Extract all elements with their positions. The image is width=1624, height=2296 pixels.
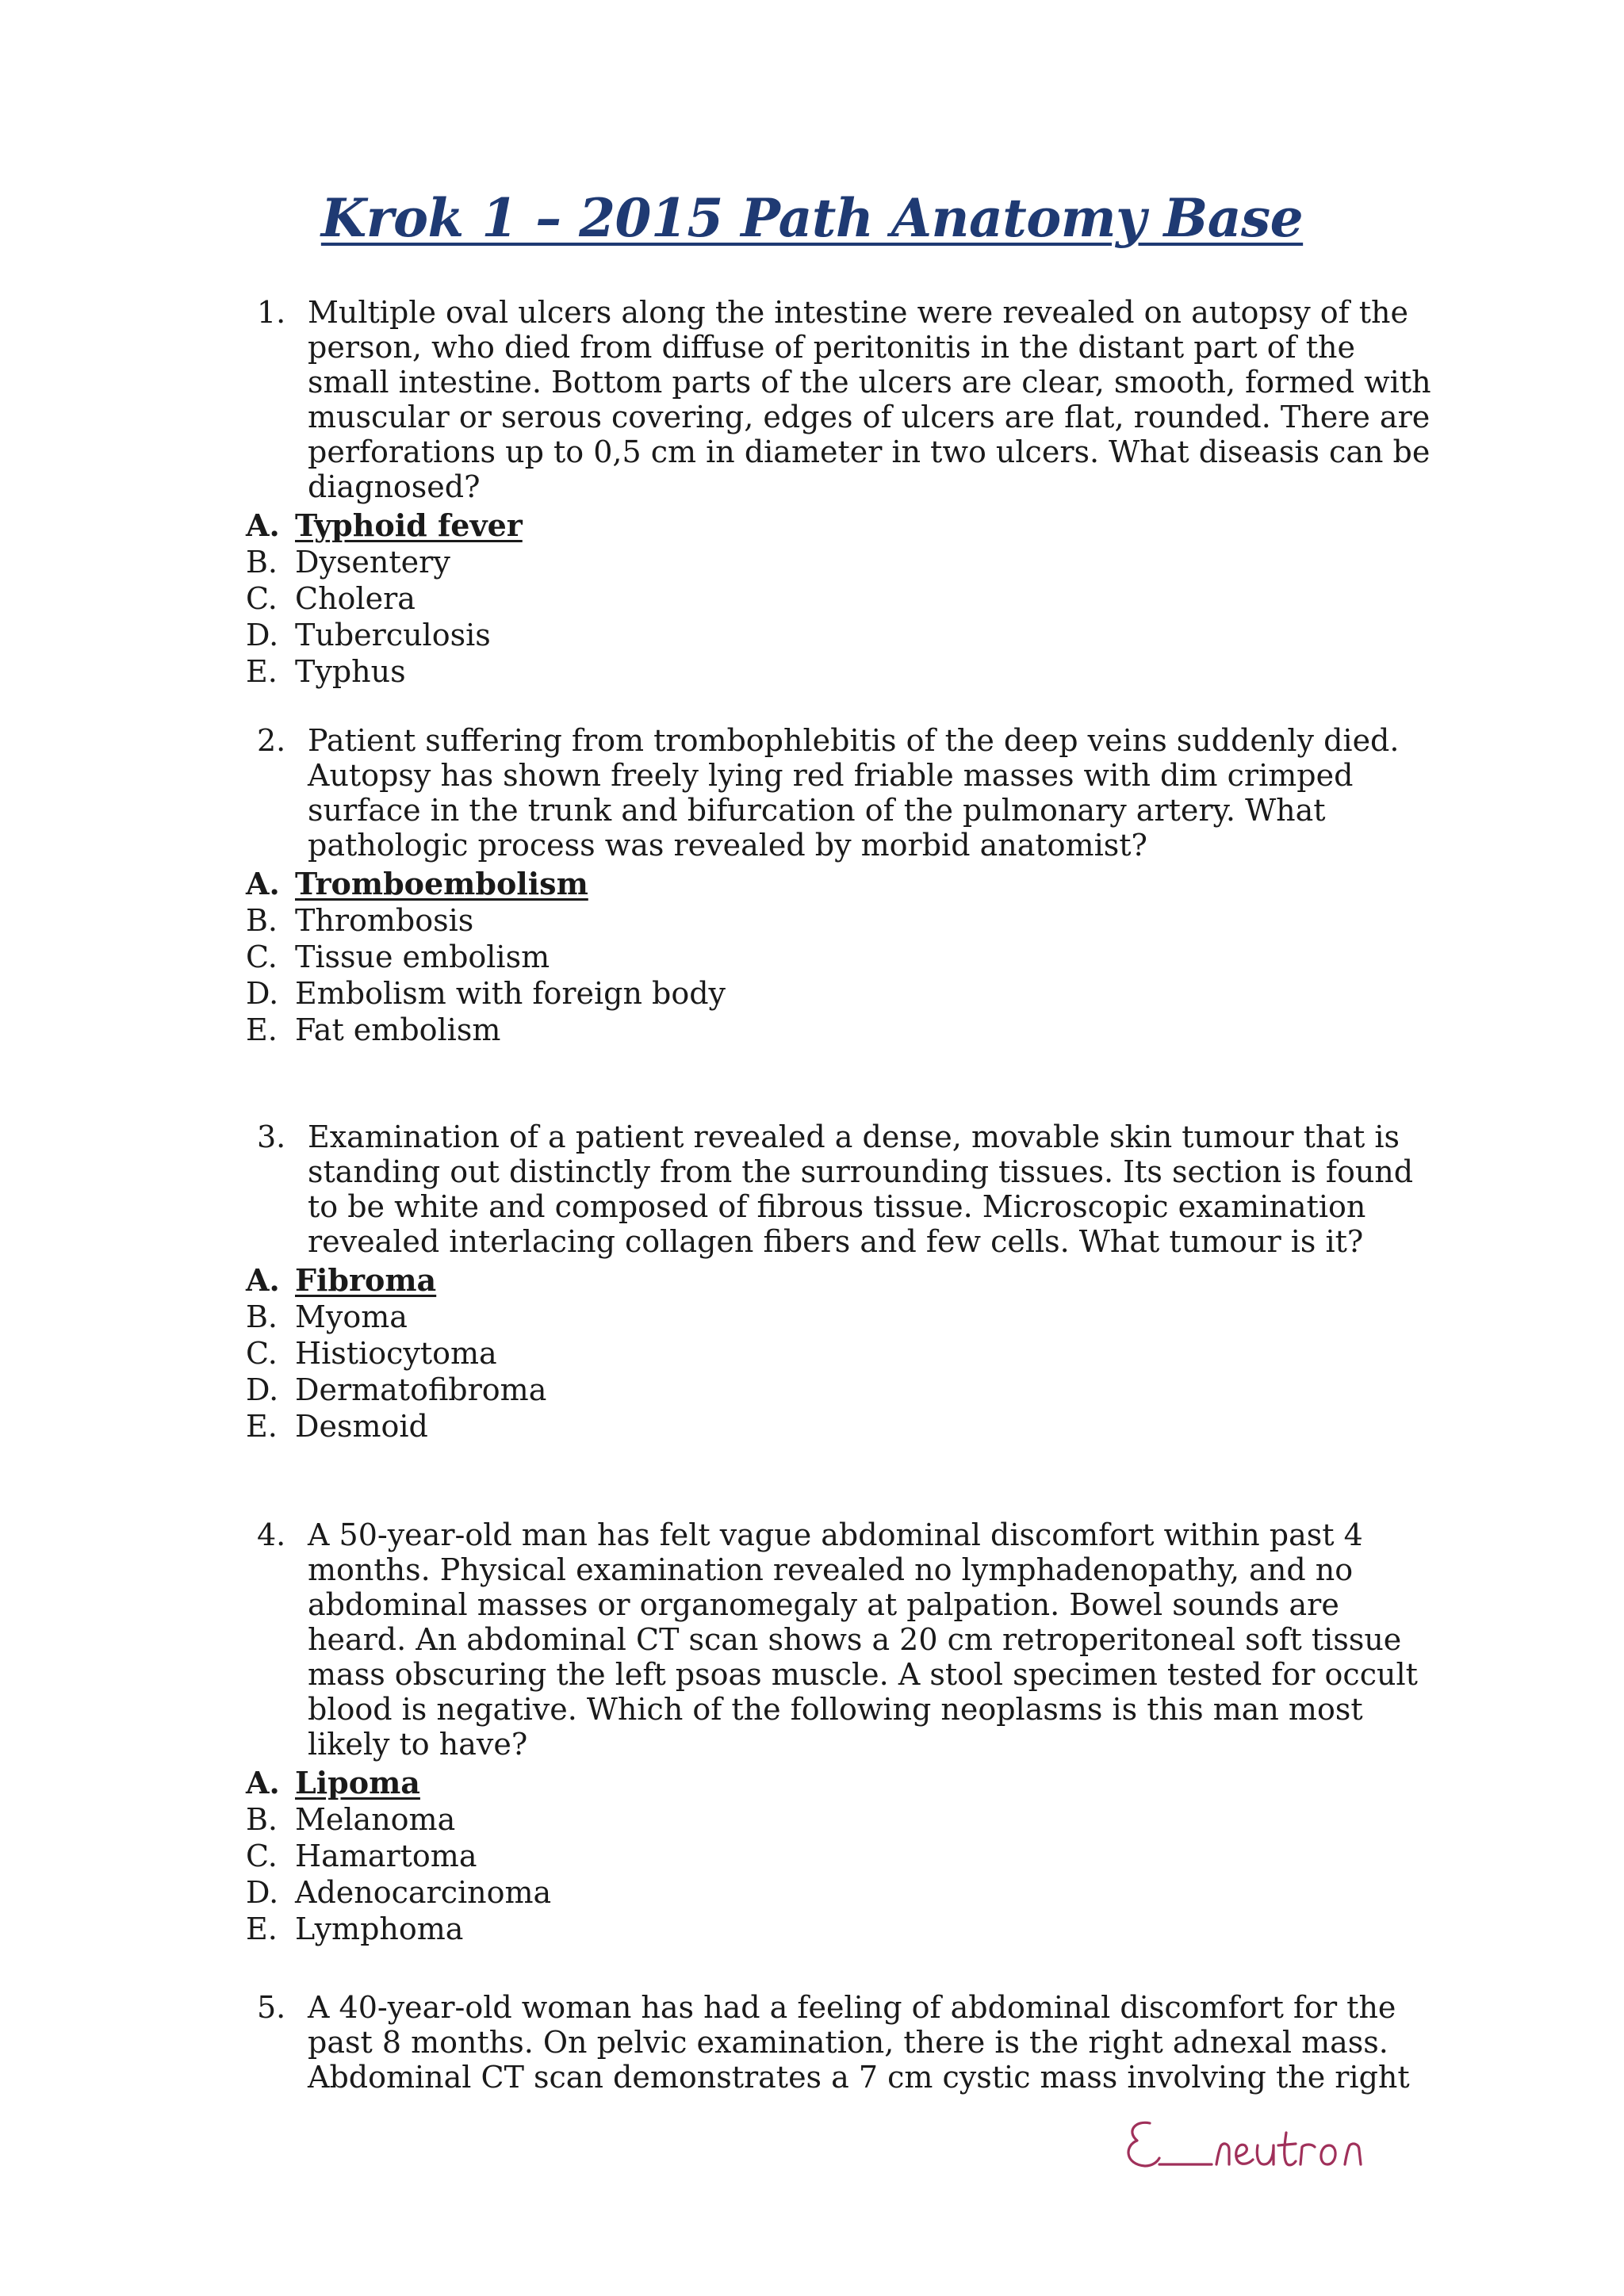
option-d [246,1372,1435,1408]
option-c [246,1335,1435,1372]
question-number: 2. [257,723,286,758]
question-text: Patient suffering from trombophlebitis of the deep veins suddenly died. Autopsy has shown freely lying red friable masses with dim crimped surface in the trunk and bifurcation of the pulmonary artery. What pathologic process was revealed by morbid anatomist? [308,723,1400,863]
question-3 [246,1119,1435,1445]
answer-options [246,507,1435,690]
option-e [246,1012,1435,1048]
option-d [246,617,1435,653]
option-letter: A. [246,507,280,543]
option-letter: E. [246,1012,278,1047]
option-text: Thrombosis [295,903,474,938]
option-text: Typhus [295,654,406,689]
option-letter: B. [246,545,278,580]
question-stem [246,723,1435,863]
option-a-correct [246,866,1435,902]
option-text: Fat embolism [295,1012,501,1047]
option-a-correct [246,1262,1435,1299]
option-letter: C. [246,1336,278,1371]
option-letter: C. [246,1839,278,1873]
question-text: A 40-year-old woman has had a feeling of abdominal discomfort for the past 8 months. On pelvic examination, there is the right adnexal mass. Abdominal CT scan demonstrates a 7 cm cystic mass involving the right [308,1990,1410,2095]
option-e [246,653,1435,690]
question-number: 1. [257,295,286,330]
option-text: Adenocarcinoma [295,1875,552,1910]
answer-options [246,1262,1435,1445]
option-letter: B. [246,903,278,938]
option-letter: D. [246,1875,279,1910]
option-c [246,1838,1435,1874]
option-letter: D. [246,1372,279,1407]
option-text: Tissue embolism [295,939,550,974]
question-text: A 50-year-old man has felt vague abdominal discomfort within past 4 months. Physical examination revealed no lymphadenopathy, and no abdominal masses or organomegaly at palpation. Bowel sounds are heard. An abdominal CT scan shows a 20 cm retroperitoneal soft tissue mass obscuring the left psoas muscle. A stool specimen tested for occult blood is negative. Which of the following neoplasms is this man most likely to have? [308,1517,1418,1762]
option-letter: E. [246,1911,278,1946]
option-e [246,1911,1435,1947]
option-letter: C. [246,939,278,974]
option-text: Lymphoma [295,1911,464,1946]
option-letter: A. [246,866,280,901]
option-text: Lipoma [295,1765,420,1800]
answer-options [246,866,1435,1048]
option-letter: A. [246,1765,280,1800]
option-e [246,1408,1435,1445]
option-text: Myoma [295,1299,408,1334]
option-letter: E. [246,1409,278,1444]
question-number: 4. [257,1517,286,1552]
option-a-correct [246,1765,1435,1801]
option-letter: B. [246,1299,278,1334]
option-d [246,1874,1435,1911]
option-letter: A. [246,1262,280,1298]
question-number: 5. [257,1990,286,2025]
option-text: Hamartoma [295,1839,477,1873]
option-text: Dermatofibroma [295,1372,547,1407]
question-stem [246,295,1435,504]
question-stem [246,1990,1435,2095]
option-text: Dysentery [295,545,450,580]
signature-logo [1118,2109,1435,2180]
document-title: Krok 1 – 2015 Path Anatomy Base [320,187,1304,249]
option-text: Typhoid fever [295,507,523,543]
option-text: Histiocytoma [295,1336,497,1371]
option-d [246,975,1435,1012]
option-letter: B. [246,1802,278,1837]
question-2 [246,723,1435,1048]
option-text: Tromboembolism [295,866,588,901]
question-4 [246,1517,1435,1947]
question-text: Examination of a patient revealed a dense, movable skin tumour that is standing out distinctly from the surrounding tissues. Its section is found to be white and composed of fibrous tissue. Microscopic examination revealed interlacing collagen fibers and few cells. What tumour is it? [308,1119,1414,1259]
option-text: Cholera [295,581,416,616]
question-stem [246,1517,1435,1762]
option-b [246,902,1435,939]
question-5 [246,1990,1435,2095]
question-text: Multiple oval ulcers along the intestine were revealed on autopsy of the person, who died from diffuse of peritonitis in the distant part of the small intestine. Bottom parts of the ulcers are clear, smooth, formed with muscular or serous covering, edges of ulcers are flat, rounded. There are perforations up to 0,5 cm in diameter in two ulcers. What diseasis can be diagnosed? [308,295,1431,504]
option-text: Embolism with foreign body [295,976,726,1011]
answer-options [246,1765,1435,1947]
option-b [246,544,1435,580]
option-b [246,1299,1435,1335]
option-text: Melanoma [295,1802,456,1837]
option-c [246,939,1435,975]
option-letter: C. [246,581,278,616]
option-letter: E. [246,654,278,689]
question-stem [246,1119,1435,1259]
option-letter: D. [246,618,279,652]
option-b [246,1801,1435,1838]
option-text: Desmoid [295,1409,428,1444]
question-number: 3. [257,1119,286,1154]
option-letter: D. [246,976,279,1011]
option-a-correct [246,507,1435,544]
option-text: Tuberculosis [295,618,491,652]
option-text: Fibroma [295,1262,437,1298]
question-1 [246,295,1435,690]
option-c [246,580,1435,617]
